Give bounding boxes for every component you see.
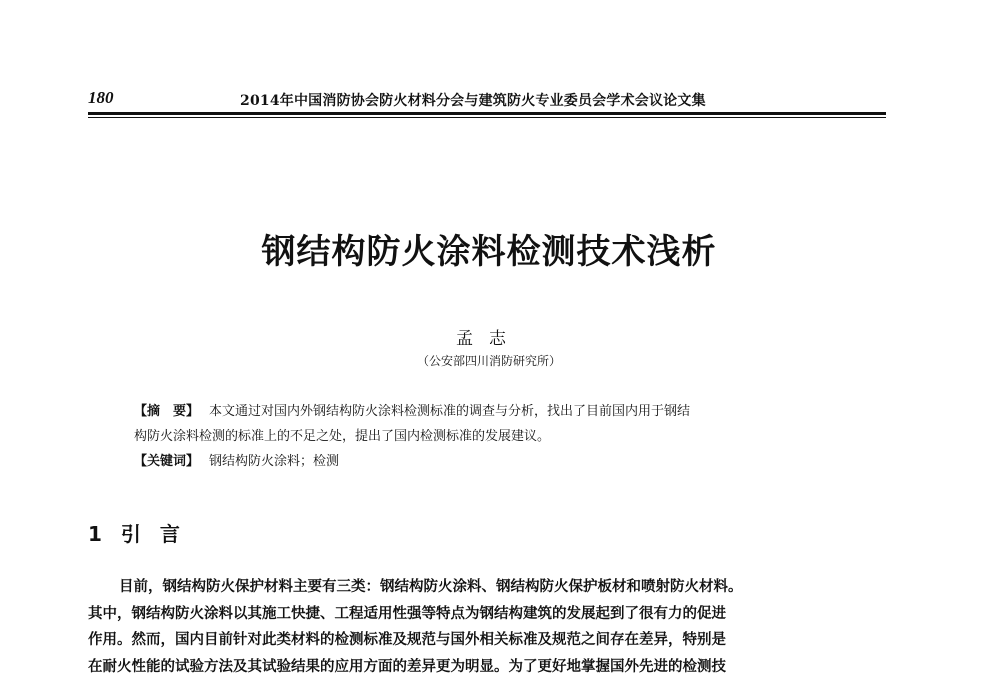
abstract-label: 【摘 要】 — [134, 404, 200, 419]
header-rule-thick — [88, 112, 886, 115]
section-body — [88, 574, 888, 680]
abstract-block — [134, 399, 874, 474]
author-name: 孟志 — [456, 329, 522, 349]
page-number: 180 — [88, 88, 114, 107]
section-heading: 1 引 言 — [88, 522, 186, 546]
abstract-text: 本文通过对国内外钢结构防火涂料检测标准的调查与分析，找出了目前国内用于钢结 — [209, 404, 691, 419]
body-line: 目前，钢结构防火保护材料主要有三类：钢结构防火涂料、钢结构防火保护板材和喷射防火材料。 — [119, 578, 743, 595]
running-header — [88, 86, 888, 112]
body-line: 在耐火性能的试验方法及其试验结果的应用方面的差异更为明显。为了更好地掌握国外先进的检测技 — [88, 657, 726, 675]
keywords-line — [134, 449, 874, 474]
header-rule-thin — [88, 117, 886, 118]
keywords-label: 【关键词】 — [134, 454, 200, 469]
proceedings-title: 2014年中国消防协会防火材料分会与建筑防火专业委员会学术会议论文集 — [240, 93, 706, 109]
paper-title: 钢结构防火涂料检测技术浅析 — [261, 232, 717, 272]
keywords-text: 钢结构防火涂料；检测 — [209, 454, 340, 469]
abstract-line: 构防火涂料检测的标准上的不足之处，提出了国内检测标准的发展建议。 — [134, 429, 551, 444]
abstract-line — [134, 399, 874, 424]
author-affiliation: （公安部四川消防研究所） — [416, 354, 561, 368]
body-line: 作用。然而，国内目前针对此类材料的检测标准及规范与国外相关标准及规范之间存在差异，特别是 — [88, 631, 726, 648]
body-line: 其中，钢结构防火涂料以其施工快捷、工程适用性强等特点为钢结构建筑的发展起到了很有力的促进 — [88, 604, 726, 622]
